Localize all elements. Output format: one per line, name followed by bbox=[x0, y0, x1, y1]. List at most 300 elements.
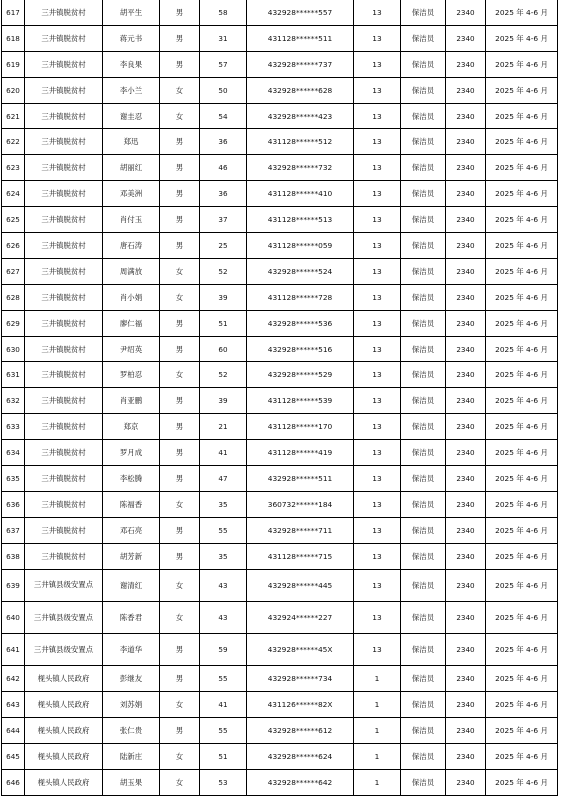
row-number-cell: 632 bbox=[2, 388, 25, 414]
name-cell: 李良果 bbox=[103, 51, 160, 77]
position-cell: 保洁员 bbox=[401, 517, 446, 543]
gender-cell: 女 bbox=[160, 770, 200, 796]
table-row bbox=[2, 388, 558, 414]
unit-cell: 三井镇脱贫村 bbox=[25, 0, 103, 25]
unit-cell: 枧头镇人民政府 bbox=[25, 666, 103, 692]
name-cell: 张仁贵 bbox=[103, 718, 160, 744]
row-number-cell: 643 bbox=[2, 692, 25, 718]
position-cell: 保洁员 bbox=[401, 543, 446, 569]
unit-cell: 三井镇脱贫村 bbox=[25, 51, 103, 77]
position-cell: 保洁员 bbox=[401, 692, 446, 718]
period-cell: 2025 年 4-6 月 bbox=[486, 336, 558, 362]
table-row bbox=[2, 0, 558, 25]
period-cell: 2025 年 4-6 月 bbox=[486, 466, 558, 492]
group-code-cell: 13 bbox=[354, 155, 401, 181]
unit-cell: 三井镇脱贫村 bbox=[25, 25, 103, 51]
table-row bbox=[2, 744, 558, 770]
name-cell: 肖付玉 bbox=[103, 207, 160, 233]
position-cell: 保洁员 bbox=[401, 336, 446, 362]
unit-cell: 三井镇脱贫村 bbox=[25, 491, 103, 517]
unit-cell: 三井镇脱贫村 bbox=[25, 155, 103, 181]
period-cell: 2025 年 4-6 月 bbox=[486, 103, 558, 129]
age-cell: 39 bbox=[200, 388, 247, 414]
position-cell: 保洁员 bbox=[401, 25, 446, 51]
age-cell: 55 bbox=[200, 517, 247, 543]
period-cell: 2025 年 4-6 月 bbox=[486, 207, 558, 233]
gender-cell: 女 bbox=[160, 258, 200, 284]
gender-cell: 男 bbox=[160, 310, 200, 336]
id-number-cell: 431128******410 bbox=[247, 181, 354, 207]
name-cell: 郑京 bbox=[103, 414, 160, 440]
table-row bbox=[2, 77, 558, 103]
name-cell: 李松腾 bbox=[103, 466, 160, 492]
table-row bbox=[2, 440, 558, 466]
age-cell: 55 bbox=[200, 718, 247, 744]
age-cell: 41 bbox=[200, 692, 247, 718]
position-cell: 保洁员 bbox=[401, 718, 446, 744]
period-cell: 2025 年 4-6 月 bbox=[486, 517, 558, 543]
table-row bbox=[2, 155, 558, 181]
id-number-cell: 432928******45X bbox=[247, 634, 354, 666]
unit-cell: 三井镇县级安置点 bbox=[25, 634, 103, 666]
age-cell: 31 bbox=[200, 25, 247, 51]
gender-cell: 男 bbox=[160, 181, 200, 207]
table-row bbox=[2, 718, 558, 744]
table-row bbox=[2, 517, 558, 543]
id-number-cell: 360732******184 bbox=[247, 491, 354, 517]
unit-cell: 三井镇县级安置点 bbox=[25, 601, 103, 633]
row-number-cell: 620 bbox=[2, 77, 25, 103]
amount-cell: 2340 bbox=[446, 155, 486, 181]
period-cell: 2025 年 4-6 月 bbox=[486, 569, 558, 601]
group-code-cell: 1 bbox=[354, 692, 401, 718]
amount-cell: 2340 bbox=[446, 414, 486, 440]
period-cell: 2025 年 4-6 月 bbox=[486, 666, 558, 692]
id-number-cell: 432928******423 bbox=[247, 103, 354, 129]
amount-cell: 2340 bbox=[446, 129, 486, 155]
position-cell: 保洁员 bbox=[401, 466, 446, 492]
id-number-cell: 432928******445 bbox=[247, 569, 354, 601]
id-number-cell: 431128******059 bbox=[247, 233, 354, 259]
group-code-cell: 13 bbox=[354, 388, 401, 414]
position-cell: 保洁员 bbox=[401, 770, 446, 796]
name-cell: 邓美洲 bbox=[103, 181, 160, 207]
period-cell: 2025 年 4-6 月 bbox=[486, 634, 558, 666]
amount-cell: 2340 bbox=[446, 51, 486, 77]
age-cell: 43 bbox=[200, 569, 247, 601]
gender-cell: 女 bbox=[160, 103, 200, 129]
table-row bbox=[2, 336, 558, 362]
gender-cell: 男 bbox=[160, 466, 200, 492]
unit-cell: 三井镇脱贫村 bbox=[25, 284, 103, 310]
gender-cell: 男 bbox=[160, 517, 200, 543]
name-cell: 陈福香 bbox=[103, 491, 160, 517]
period-cell: 2025 年 4-6 月 bbox=[486, 414, 558, 440]
amount-cell: 2340 bbox=[446, 543, 486, 569]
table-row bbox=[2, 692, 558, 718]
table-body bbox=[2, 0, 558, 795]
row-number-cell: 619 bbox=[2, 51, 25, 77]
period-cell: 2025 年 4-6 月 bbox=[486, 491, 558, 517]
position-cell: 保洁员 bbox=[401, 155, 446, 181]
period-cell: 2025 年 4-6 月 bbox=[486, 284, 558, 310]
age-cell: 52 bbox=[200, 362, 247, 388]
unit-cell: 三井镇脱贫村 bbox=[25, 440, 103, 466]
name-cell: 廖仁福 bbox=[103, 310, 160, 336]
name-cell: 尹绍英 bbox=[103, 336, 160, 362]
unit-cell: 三井镇脱贫村 bbox=[25, 207, 103, 233]
group-code-cell: 13 bbox=[354, 0, 401, 25]
group-code-cell: 13 bbox=[354, 634, 401, 666]
table-row bbox=[2, 569, 558, 601]
amount-cell: 2340 bbox=[446, 77, 486, 103]
gender-cell: 男 bbox=[160, 155, 200, 181]
name-cell: 邓石亮 bbox=[103, 517, 160, 543]
period-cell: 2025 年 4-6 月 bbox=[486, 440, 558, 466]
id-number-cell: 431128******170 bbox=[247, 414, 354, 440]
amount-cell: 2340 bbox=[446, 517, 486, 543]
row-number-cell: 626 bbox=[2, 233, 25, 259]
name-cell: 周满放 bbox=[103, 258, 160, 284]
position-cell: 保洁员 bbox=[401, 634, 446, 666]
id-number-cell: 432928******612 bbox=[247, 718, 354, 744]
table-row bbox=[2, 25, 558, 51]
name-cell: 蒋元书 bbox=[103, 25, 160, 51]
id-number-cell: 432928******536 bbox=[247, 310, 354, 336]
id-number-cell: 431126******82X bbox=[247, 692, 354, 718]
id-number-cell: 431128******715 bbox=[247, 543, 354, 569]
name-cell: 肖亚鹏 bbox=[103, 388, 160, 414]
gender-cell: 男 bbox=[160, 336, 200, 362]
id-number-cell: 432928******511 bbox=[247, 466, 354, 492]
age-cell: 36 bbox=[200, 181, 247, 207]
name-cell: 肖小娟 bbox=[103, 284, 160, 310]
amount-cell: 2340 bbox=[446, 362, 486, 388]
period-cell: 2025 年 4-6 月 bbox=[486, 543, 558, 569]
group-code-cell: 13 bbox=[354, 336, 401, 362]
gender-cell: 女 bbox=[160, 601, 200, 633]
table-row bbox=[2, 129, 558, 155]
table-row bbox=[2, 207, 558, 233]
position-cell: 保洁员 bbox=[401, 362, 446, 388]
row-number-cell: 641 bbox=[2, 634, 25, 666]
period-cell: 2025 年 4-6 月 bbox=[486, 362, 558, 388]
position-cell: 保洁员 bbox=[401, 51, 446, 77]
age-cell: 46 bbox=[200, 155, 247, 181]
age-cell: 53 bbox=[200, 770, 247, 796]
unit-cell: 三井镇脱贫村 bbox=[25, 77, 103, 103]
table-row bbox=[2, 310, 558, 336]
id-number-cell: 431128******539 bbox=[247, 388, 354, 414]
age-cell: 58 bbox=[200, 0, 247, 25]
gender-cell: 女 bbox=[160, 744, 200, 770]
table-row bbox=[2, 491, 558, 517]
group-code-cell: 13 bbox=[354, 310, 401, 336]
position-cell: 保洁员 bbox=[401, 491, 446, 517]
age-cell: 51 bbox=[200, 744, 247, 770]
row-number-cell: 618 bbox=[2, 25, 25, 51]
table-row bbox=[2, 284, 558, 310]
row-number-cell: 638 bbox=[2, 543, 25, 569]
gender-cell: 女 bbox=[160, 692, 200, 718]
period-cell: 2025 年 4-6 月 bbox=[486, 129, 558, 155]
group-code-cell: 13 bbox=[354, 517, 401, 543]
age-cell: 55 bbox=[200, 666, 247, 692]
position-cell: 保洁员 bbox=[401, 310, 446, 336]
name-cell: 彭继友 bbox=[103, 666, 160, 692]
id-number-cell: 432928******737 bbox=[247, 51, 354, 77]
amount-cell: 2340 bbox=[446, 103, 486, 129]
age-cell: 54 bbox=[200, 103, 247, 129]
period-cell: 2025 年 4-6 月 bbox=[486, 601, 558, 633]
gender-cell: 男 bbox=[160, 129, 200, 155]
name-cell: 胡平生 bbox=[103, 0, 160, 25]
period-cell: 2025 年 4-6 月 bbox=[486, 692, 558, 718]
position-cell: 保洁员 bbox=[401, 284, 446, 310]
position-cell: 保洁员 bbox=[401, 129, 446, 155]
row-number-cell: 640 bbox=[2, 601, 25, 633]
amount-cell: 2340 bbox=[446, 770, 486, 796]
row-number-cell: 635 bbox=[2, 466, 25, 492]
group-code-cell: 13 bbox=[354, 103, 401, 129]
unit-cell: 枧头镇人民政府 bbox=[25, 744, 103, 770]
position-cell: 保洁员 bbox=[401, 666, 446, 692]
group-code-cell: 13 bbox=[354, 233, 401, 259]
period-cell: 2025 年 4-6 月 bbox=[486, 233, 558, 259]
position-cell: 保洁员 bbox=[401, 440, 446, 466]
gender-cell: 男 bbox=[160, 666, 200, 692]
id-number-cell: 432928******711 bbox=[247, 517, 354, 543]
id-number-cell: 432928******516 bbox=[247, 336, 354, 362]
table-row bbox=[2, 466, 558, 492]
amount-cell: 2340 bbox=[446, 692, 486, 718]
age-cell: 47 bbox=[200, 466, 247, 492]
row-number-cell: 621 bbox=[2, 103, 25, 129]
group-code-cell: 13 bbox=[354, 77, 401, 103]
gender-cell: 女 bbox=[160, 284, 200, 310]
gender-cell: 女 bbox=[160, 569, 200, 601]
unit-cell: 三井镇脱贫村 bbox=[25, 181, 103, 207]
amount-cell: 2340 bbox=[446, 0, 486, 25]
row-number-cell: 634 bbox=[2, 440, 25, 466]
unit-cell: 三井镇脱贫村 bbox=[25, 466, 103, 492]
unit-cell: 三井镇脱贫村 bbox=[25, 233, 103, 259]
table-row bbox=[2, 770, 558, 796]
period-cell: 2025 年 4-6 月 bbox=[486, 25, 558, 51]
name-cell: 胡芳新 bbox=[103, 543, 160, 569]
row-number-cell: 633 bbox=[2, 414, 25, 440]
name-cell: 唐石涛 bbox=[103, 233, 160, 259]
name-cell: 谢圭忍 bbox=[103, 103, 160, 129]
unit-cell: 枧头镇人民政府 bbox=[25, 718, 103, 744]
position-cell: 保洁员 bbox=[401, 77, 446, 103]
amount-cell: 2340 bbox=[446, 601, 486, 633]
id-number-cell: 431128******728 bbox=[247, 284, 354, 310]
row-number-cell: 630 bbox=[2, 336, 25, 362]
name-cell: 陈香君 bbox=[103, 601, 160, 633]
staff-table bbox=[1, 0, 558, 796]
name-cell: 郑迅 bbox=[103, 129, 160, 155]
group-code-cell: 1 bbox=[354, 666, 401, 692]
group-code-cell: 13 bbox=[354, 466, 401, 492]
gender-cell: 男 bbox=[160, 440, 200, 466]
name-cell: 李道华 bbox=[103, 634, 160, 666]
gender-cell: 男 bbox=[160, 0, 200, 25]
table-row bbox=[2, 601, 558, 633]
row-number-cell: 645 bbox=[2, 744, 25, 770]
id-number-cell: 432928******529 bbox=[247, 362, 354, 388]
unit-cell: 三井镇脱贫村 bbox=[25, 517, 103, 543]
period-cell: 2025 年 4-6 月 bbox=[486, 388, 558, 414]
id-number-cell: 431128******419 bbox=[247, 440, 354, 466]
amount-cell: 2340 bbox=[446, 258, 486, 284]
period-cell: 2025 年 4-6 月 bbox=[486, 0, 558, 25]
age-cell: 35 bbox=[200, 491, 247, 517]
table-row bbox=[2, 362, 558, 388]
group-code-cell: 13 bbox=[354, 25, 401, 51]
unit-cell: 三井镇脱贫村 bbox=[25, 103, 103, 129]
row-number-cell: 636 bbox=[2, 491, 25, 517]
period-cell: 2025 年 4-6 月 bbox=[486, 718, 558, 744]
amount-cell: 2340 bbox=[446, 634, 486, 666]
age-cell: 35 bbox=[200, 543, 247, 569]
group-code-cell: 1 bbox=[354, 744, 401, 770]
table-row bbox=[2, 51, 558, 77]
row-number-cell: 631 bbox=[2, 362, 25, 388]
period-cell: 2025 年 4-6 月 bbox=[486, 258, 558, 284]
age-cell: 25 bbox=[200, 233, 247, 259]
row-number-cell: 644 bbox=[2, 718, 25, 744]
amount-cell: 2340 bbox=[446, 440, 486, 466]
gender-cell: 男 bbox=[160, 51, 200, 77]
period-cell: 2025 年 4-6 月 bbox=[486, 744, 558, 770]
amount-cell: 2340 bbox=[446, 25, 486, 51]
period-cell: 2025 年 4-6 月 bbox=[486, 77, 558, 103]
age-cell: 36 bbox=[200, 129, 247, 155]
amount-cell: 2340 bbox=[446, 466, 486, 492]
unit-cell: 三井镇县级安置点 bbox=[25, 569, 103, 601]
table-row bbox=[2, 666, 558, 692]
row-number-cell: 646 bbox=[2, 770, 25, 796]
age-cell: 57 bbox=[200, 51, 247, 77]
id-number-cell: 432928******734 bbox=[247, 666, 354, 692]
gender-cell: 女 bbox=[160, 362, 200, 388]
group-code-cell: 13 bbox=[354, 569, 401, 601]
table-row bbox=[2, 103, 558, 129]
age-cell: 39 bbox=[200, 284, 247, 310]
amount-cell: 2340 bbox=[446, 233, 486, 259]
amount-cell: 2340 bbox=[446, 336, 486, 362]
gender-cell: 男 bbox=[160, 634, 200, 666]
period-cell: 2025 年 4-6 月 bbox=[486, 155, 558, 181]
period-cell: 2025 年 4-6 月 bbox=[486, 181, 558, 207]
amount-cell: 2340 bbox=[446, 491, 486, 517]
unit-cell: 枧头镇人民政府 bbox=[25, 692, 103, 718]
position-cell: 保洁员 bbox=[401, 233, 446, 259]
table-row bbox=[2, 543, 558, 569]
position-cell: 保洁员 bbox=[401, 414, 446, 440]
amount-cell: 2340 bbox=[446, 718, 486, 744]
row-number-cell: 625 bbox=[2, 207, 25, 233]
unit-cell: 三井镇脱贫村 bbox=[25, 388, 103, 414]
id-number-cell: 431128******513 bbox=[247, 207, 354, 233]
group-code-cell: 13 bbox=[354, 491, 401, 517]
row-number-cell: 629 bbox=[2, 310, 25, 336]
gender-cell: 女 bbox=[160, 491, 200, 517]
group-code-cell: 13 bbox=[354, 414, 401, 440]
gender-cell: 男 bbox=[160, 543, 200, 569]
age-cell: 43 bbox=[200, 601, 247, 633]
gender-cell: 女 bbox=[160, 77, 200, 103]
table-row bbox=[2, 258, 558, 284]
position-cell: 保洁员 bbox=[401, 744, 446, 770]
amount-cell: 2340 bbox=[446, 744, 486, 770]
id-number-cell: 432928******557 bbox=[247, 0, 354, 25]
position-cell: 保洁员 bbox=[401, 207, 446, 233]
amount-cell: 2340 bbox=[446, 310, 486, 336]
name-cell: 罗月成 bbox=[103, 440, 160, 466]
age-cell: 59 bbox=[200, 634, 247, 666]
row-number-cell: 623 bbox=[2, 155, 25, 181]
table-row bbox=[2, 634, 558, 666]
unit-cell: 三井镇脱贫村 bbox=[25, 414, 103, 440]
name-cell: 陆新庄 bbox=[103, 744, 160, 770]
id-number-cell: 432928******624 bbox=[247, 744, 354, 770]
id-number-cell: 432928******732 bbox=[247, 155, 354, 181]
unit-cell: 枧头镇人民政府 bbox=[25, 770, 103, 796]
group-code-cell: 1 bbox=[354, 770, 401, 796]
age-cell: 50 bbox=[200, 77, 247, 103]
table-row bbox=[2, 233, 558, 259]
age-cell: 51 bbox=[200, 310, 247, 336]
name-cell: 罗柏忍 bbox=[103, 362, 160, 388]
period-cell: 2025 年 4-6 月 bbox=[486, 310, 558, 336]
unit-cell: 三井镇脱贫村 bbox=[25, 362, 103, 388]
period-cell: 2025 年 4-6 月 bbox=[486, 51, 558, 77]
amount-cell: 2340 bbox=[446, 666, 486, 692]
gender-cell: 男 bbox=[160, 718, 200, 744]
table-row bbox=[2, 414, 558, 440]
group-code-cell: 13 bbox=[354, 258, 401, 284]
name-cell: 胡丽红 bbox=[103, 155, 160, 181]
id-number-cell: 432924******227 bbox=[247, 601, 354, 633]
position-cell: 保洁员 bbox=[401, 181, 446, 207]
row-number-cell: 637 bbox=[2, 517, 25, 543]
row-number-cell: 622 bbox=[2, 129, 25, 155]
name-cell: 胡玉果 bbox=[103, 770, 160, 796]
row-number-cell: 639 bbox=[2, 569, 25, 601]
gender-cell: 男 bbox=[160, 233, 200, 259]
row-number-cell: 642 bbox=[2, 666, 25, 692]
group-code-cell: 1 bbox=[354, 718, 401, 744]
name-cell: 谢清红 bbox=[103, 569, 160, 601]
gender-cell: 男 bbox=[160, 207, 200, 233]
row-number-cell: 627 bbox=[2, 258, 25, 284]
id-number-cell: 431128******511 bbox=[247, 25, 354, 51]
group-code-cell: 13 bbox=[354, 181, 401, 207]
age-cell: 37 bbox=[200, 207, 247, 233]
unit-cell: 三井镇脱贫村 bbox=[25, 129, 103, 155]
gender-cell: 男 bbox=[160, 25, 200, 51]
group-code-cell: 13 bbox=[354, 207, 401, 233]
unit-cell: 三井镇脱贫村 bbox=[25, 543, 103, 569]
id-number-cell: 432928******628 bbox=[247, 77, 354, 103]
age-cell: 52 bbox=[200, 258, 247, 284]
age-cell: 41 bbox=[200, 440, 247, 466]
unit-cell: 三井镇脱贫村 bbox=[25, 258, 103, 284]
position-cell: 保洁员 bbox=[401, 0, 446, 25]
id-number-cell: 432928******642 bbox=[247, 770, 354, 796]
